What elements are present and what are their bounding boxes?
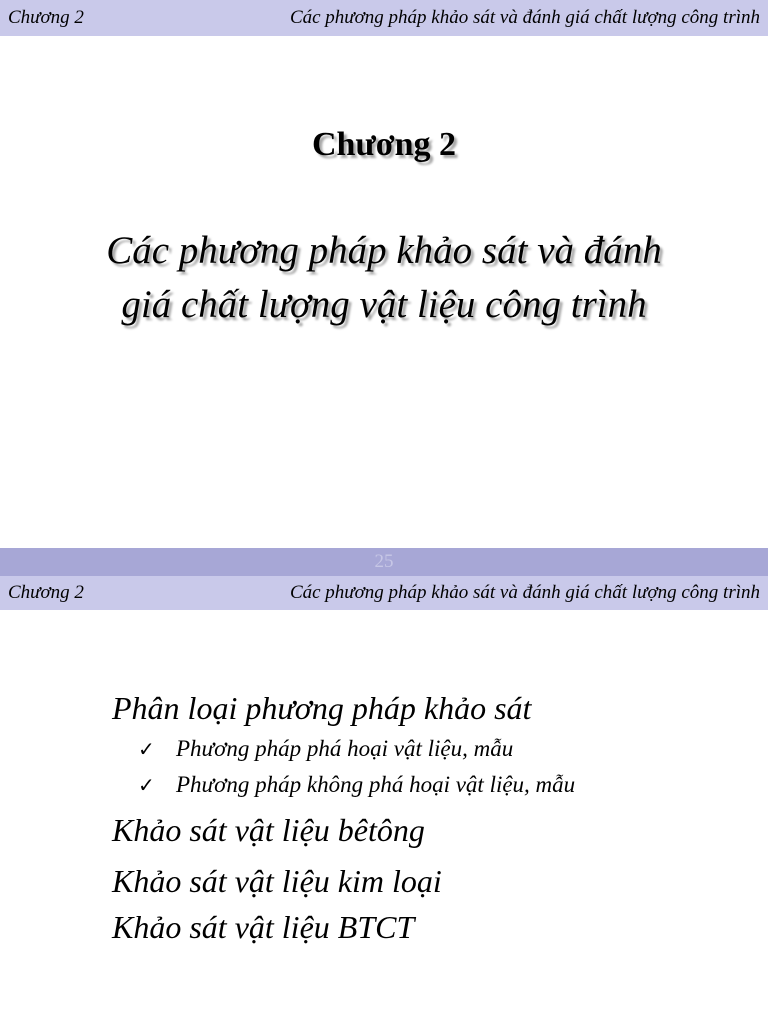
page-number: 25 — [374, 551, 394, 572]
outline-subitem-label: Phương pháp không phá hoại vật liệu, mẫu — [176, 772, 576, 797]
slide-header — [0, 0, 768, 36]
main-title — [40, 224, 728, 332]
main-title-line-2: giá chất lượng vật liệu công trình — [121, 283, 647, 326]
outline-subitem — [138, 772, 575, 798]
outline-item: Khảo sát vật liệu bêtông — [112, 812, 425, 848]
header-chapter-label: Chương 2 — [8, 582, 84, 603]
checkmark-icon: ✓ — [138, 773, 155, 797]
checkmark-icon: ✓ — [138, 737, 155, 761]
outline-subitem-label: Phương pháp phá hoại vật liệu, mẫu — [176, 736, 514, 761]
slide-header — [0, 576, 768, 610]
header-section-title: Các phương pháp khảo sát và đánh giá chất lượng công trình — [289, 7, 760, 28]
header-chapter-label: Chương 2 — [8, 7, 84, 28]
header-section-title: Các phương pháp khảo sát và đánh giá chất lượng công trình — [289, 582, 760, 603]
slide-divider — [0, 548, 768, 576]
slide-outline — [0, 576, 768, 1024]
outline-subitem — [138, 736, 513, 762]
outline-item: Khảo sát vật liệu BTCT — [112, 909, 415, 945]
outline-item: Khảo sát vật liệu kim loại — [112, 863, 442, 899]
main-title-line-1: Các phương pháp khảo sát và đánh — [106, 229, 662, 272]
outline-item: Phân loại phương pháp khảo sát — [112, 690, 532, 726]
chapter-title: Chương 2 — [311, 126, 457, 163]
